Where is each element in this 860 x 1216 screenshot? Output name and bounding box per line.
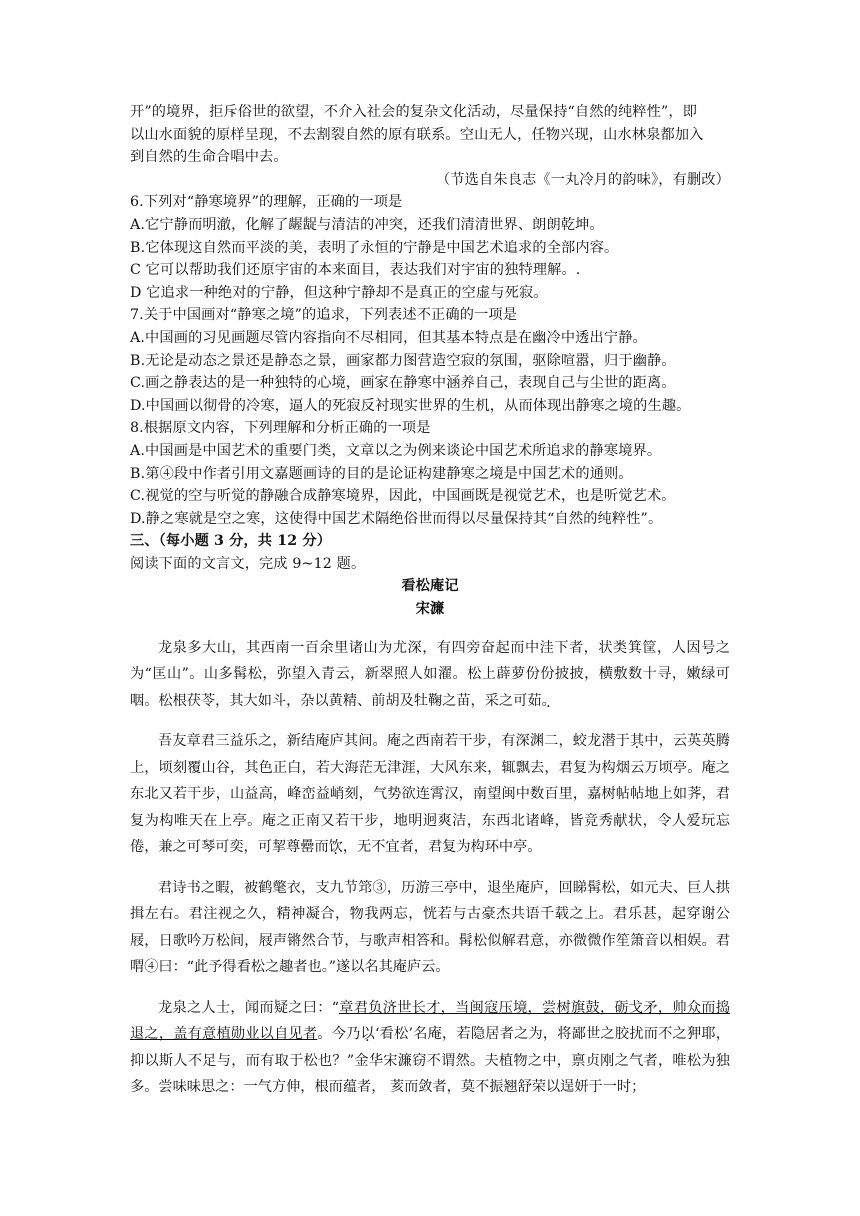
option-c: C.画之静表达的是一种独特的心境，画家在静寒中涵养自己，表现自己与尘世的距离。 — [130, 375, 676, 392]
question-7 — [130, 304, 730, 417]
option-a: A.中国画的习见画题尽管内容指向不尽相同，但其基本特点是在幽冷中透出宁静。 — [130, 329, 647, 346]
option-d: D 它追求一种绝对的宁静，但这种宁静却不是真正的空虚与死寂。 — [130, 284, 548, 301]
passage-title: 看松庵记 — [401, 578, 459, 595]
question-stem: 8.根据原文内容，下列理解和分析正确的一项是 — [130, 420, 431, 437]
option-b: B.第④段中作者引用文嘉题画诗的目的是论证构建静寒之境是中国艺术的通则。 — [130, 465, 633, 482]
text-line: 以山水面貌的原样呈现，不去割裂自然的原有联系。空山无人，任物兴现，山水林泉都加入 — [130, 126, 704, 143]
option-d: D.中国画以彻骨的冷寒，逼人的死寂反衬现实世界的生机，从而体现出静寒之境的生趣。 — [130, 397, 691, 414]
section-heading: 三、（每小题 3 分，共 12 分） — [130, 533, 332, 550]
option-a: A.中国画是中国艺术的重要门类，文章以之为例来谈论中国艺术所追求的静寒境界。 — [130, 442, 662, 459]
question-8 — [130, 417, 730, 530]
passage-paragraph-4: 龙泉之人士，闻而疑之曰：“章君负济世长才，当闽寇压境，尝树旗鼓，砺戈矛，帅众而捣退之，盖有意植勋业以自见者。今乃以‘看松’名庵，若隐居者之为，将鄙世之胶扰而不之狎耶，抑以斯人不足与，而有取于松也？”金华宋濂窃不谓然。夫植物之中，禀贞刚之气者，唯松为独多。尝味味思之：一气方伸，根而蕴者， 荄而敛者，莫不振翘舒荣以逞妍于一时； — [130, 999, 730, 1096]
question-stem: 7.关于中国画对“静寒之境”的追求，下列表述不正确的一项是 — [130, 307, 518, 324]
option-a: A.它宁静而明澈，化解了龌龊与清洁的冲突，还我们清清世界、朗朗乾坤。 — [130, 216, 604, 233]
section-instruction: 阅读下面的文言文，完成 9~12 题。 — [130, 555, 366, 572]
option-d: D.静之寒就是空之寒，这使得中国艺术隔绝俗世而得以尽量保持其“自然的纯粹性”。 — [130, 510, 663, 527]
text-line: 到自然的生命合唱中去。 — [130, 149, 288, 166]
option-b: B.它体现这自然而平淡的美，表明了永恒的宁静是中国艺术追求的全部内容。 — [130, 239, 619, 256]
option-c: C.视觉的空与听觉的静融合成静寒境界，因此，中国画既是视觉艺术，也是听觉艺术。 — [130, 488, 676, 505]
source-note: （节选自朱良志《一丸冷月的韵味》，有删改） — [436, 171, 730, 188]
intro-text — [130, 101, 730, 169]
question-stem: 6.下列对“静寒境界”的理解，正确的一项是 — [130, 194, 403, 211]
question-6 — [130, 191, 730, 304]
passage-paragraph-2: 吾友章君三益乐之，新结庵庐其间。庵之西南若干步，有深渊二，蛟龙潜于其中，云英英腾上，顷刻覆山谷，其色正白，若大海茫无津涯，大风东来，辄飘去，君复为构烟云万顷亭。庵之东北又若干步，山益高，峰峦益峭刻，气势欲连霄汉，南望闽中数百里，嘉树帖帖地上如荠，君复为构唯天在上亭。庵之正南又若干步，地明迥爽洁，东西北诸峰，皆竞秀献状，令人爱玩忘倦，兼之可琴可奕，可挈尊罍而饮，无不宜者，君复为构环中亭。 — [130, 733, 730, 856]
passage-paragraph-1: 龙泉多大山，其西南一百余里诸山为尤深，有四旁奋起而中洼下者，状类箕筐，人因号之为“匡山”。山多髯松，弥望入青云，新翠照人如濯。松上薜萝份份披披，横敷数十寻，嫩绿可咽。松根茯苓，其大如斗，杂以黄精、前胡及牡鞠之苗，采之可茹。 — [130, 639, 730, 709]
option-c: C 它可以帮助我们还原宇宙的本来面目，表达我们对宇宙的独特理解。. — [130, 262, 581, 279]
passage-paragraph-3: 君诗书之暇，被鹤氅衣，支九节筇③，历游三亭中，退坐庵庐，回睇髯松，如元夫、巨人拱揖左右。君注视之久，精神凝合，物我两忘，恍若与古豪杰共语千载之上。君乐甚，起穿谢公屐，日歌吟万松间，屐声锵然合节，与歌声相答和。髯松似解君意，亦微微作笙箫音以相娱。君喟④曰：“此予得看松之趣者也。”遂以名其庵庐云。 — [130, 879, 730, 976]
option-b: B.无论是动态之景还是静态之景，画家都力图营造空寂的氛围，驱除喧嚣，归于幽静。 — [130, 352, 676, 369]
underlined-sentence: 章君负济世长才，当闽寇压境，尝树旗鼓，砺戈矛，帅众而捣退之，盖有意植勋业以自见者 — [130, 999, 730, 1043]
text-line: 开”的境界，拒斥俗世的欲望，不介入社会的复杂文化活动，尽量保持“自然的纯粹性”，即 — [130, 104, 698, 120]
document-page — [130, 101, 730, 1101]
passage-author: 宋濂 — [415, 601, 445, 618]
